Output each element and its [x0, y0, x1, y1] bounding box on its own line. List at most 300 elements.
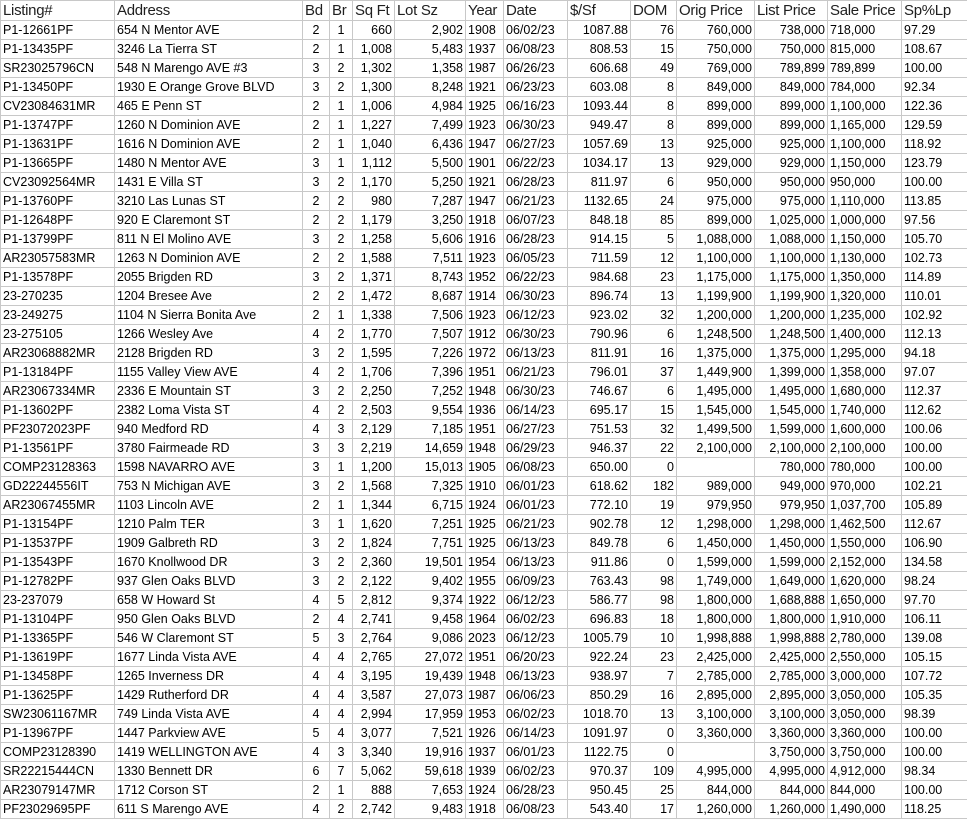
cell-sp-lp: 118.25 — [902, 800, 967, 819]
cell-date: 06/30/23 — [504, 382, 568, 401]
cell-bd: 2 — [303, 306, 330, 325]
cell-address: 749 Linda Vista AVE — [115, 705, 303, 724]
cell-sp-lp: 105.15 — [902, 648, 967, 667]
cell-bd: 3 — [303, 154, 330, 173]
cell-sp-lp: 100.00 — [902, 458, 967, 477]
cell-sale-price: 950,000 — [828, 173, 902, 192]
cell-listing: P1-12782PF — [1, 572, 115, 591]
cell-sq-ft: 2,250 — [353, 382, 395, 401]
cell-dom: 10 — [631, 629, 677, 648]
table-row — [1, 382, 967, 401]
cell-year: 1918 — [466, 211, 504, 230]
cell-sq-ft: 1,170 — [353, 173, 395, 192]
col-header-listing: Listing# — [1, 1, 115, 21]
cell-bd: 2 — [303, 116, 330, 135]
table-row — [1, 724, 967, 743]
cell-lot-sz: 8,687 — [395, 287, 466, 306]
table-row — [1, 686, 967, 705]
cell-list-price: 780,000 — [755, 458, 828, 477]
cell-year: 1951 — [466, 420, 504, 439]
cell-price-per-sf: 1087.88 — [568, 21, 631, 40]
cell-sale-price: 3,050,000 — [828, 705, 902, 724]
cell-price-per-sf: 914.15 — [568, 230, 631, 249]
cell-lot-sz: 7,507 — [395, 325, 466, 344]
table-row — [1, 477, 967, 496]
cell-orig-price: 979,950 — [677, 496, 755, 515]
cell-br: 3 — [330, 439, 353, 458]
cell-orig-price: 1,998,888 — [677, 629, 755, 648]
cell-address: 1712 Corson ST — [115, 781, 303, 800]
cell-dom: 32 — [631, 420, 677, 439]
cell-sp-lp: 98.39 — [902, 705, 967, 724]
cell-sq-ft: 1,300 — [353, 78, 395, 97]
cell-price-per-sf: 1132.65 — [568, 192, 631, 211]
cell-listing: P1-13154PF — [1, 515, 115, 534]
table-row — [1, 249, 967, 268]
cell-orig-price: 849,000 — [677, 78, 755, 97]
cell-year: 1916 — [466, 230, 504, 249]
cell-listing: PF23072023PF — [1, 420, 115, 439]
cell-orig-price: 750,000 — [677, 40, 755, 59]
cell-orig-price: 899,000 — [677, 97, 755, 116]
cell-bd: 4 — [303, 363, 330, 382]
table-row — [1, 762, 967, 781]
cell-year: 1922 — [466, 591, 504, 610]
cell-date: 06/27/23 — [504, 420, 568, 439]
table-row — [1, 230, 967, 249]
cell-sp-lp: 102.21 — [902, 477, 967, 496]
cell-list-price: 3,100,000 — [755, 705, 828, 724]
cell-year: 1924 — [466, 781, 504, 800]
cell-sp-lp: 129.59 — [902, 116, 967, 135]
cell-sq-ft: 2,741 — [353, 610, 395, 629]
cell-sale-price: 2,100,000 — [828, 439, 902, 458]
table-row — [1, 325, 967, 344]
cell-list-price: 929,000 — [755, 154, 828, 173]
cell-sale-price: 1,320,000 — [828, 287, 902, 306]
table-row — [1, 97, 967, 116]
cell-date: 06/08/23 — [504, 800, 568, 819]
cell-lot-sz: 9,086 — [395, 629, 466, 648]
cell-orig-price: 989,000 — [677, 477, 755, 496]
cell-bd: 2 — [303, 21, 330, 40]
cell-bd: 2 — [303, 97, 330, 116]
header-row — [1, 1, 967, 21]
cell-date: 06/01/23 — [504, 743, 568, 762]
cell-bd: 2 — [303, 249, 330, 268]
cell-bd: 2 — [303, 781, 330, 800]
cell-listing: P1-13561PF — [1, 439, 115, 458]
cell-orig-price: 925,000 — [677, 135, 755, 154]
cell-orig-price: 1,375,000 — [677, 344, 755, 363]
cell-sp-lp: 108.67 — [902, 40, 967, 59]
cell-bd: 6 — [303, 762, 330, 781]
cell-listing: P1-13104PF — [1, 610, 115, 629]
col-header-year: Year — [466, 1, 504, 21]
cell-listing: 23-275105 — [1, 325, 115, 344]
cell-sp-lp: 92.34 — [902, 78, 967, 97]
cell-address: 1266 Wesley Ave — [115, 325, 303, 344]
cell-orig-price: 1,088,000 — [677, 230, 755, 249]
cell-dom: 18 — [631, 610, 677, 629]
cell-sp-lp: 139.08 — [902, 629, 967, 648]
cell-orig-price: 1,449,900 — [677, 363, 755, 382]
cell-sale-price: 1,350,000 — [828, 268, 902, 287]
cell-date: 06/26/23 — [504, 59, 568, 78]
cell-date: 06/30/23 — [504, 287, 568, 306]
cell-br: 2 — [330, 572, 353, 591]
cell-price-per-sf: 711.59 — [568, 249, 631, 268]
cell-bd: 3 — [303, 344, 330, 363]
cell-bd: 3 — [303, 534, 330, 553]
cell-sp-lp: 100.00 — [902, 173, 967, 192]
cell-sale-price: 1,490,000 — [828, 800, 902, 819]
cell-price-per-sf: 938.97 — [568, 667, 631, 686]
cell-sp-lp: 122.36 — [902, 97, 967, 116]
cell-list-price: 844,000 — [755, 781, 828, 800]
cell-date: 06/29/23 — [504, 439, 568, 458]
cell-sale-price: 3,750,000 — [828, 743, 902, 762]
cell-orig-price: 899,000 — [677, 116, 755, 135]
cell-sq-ft: 3,340 — [353, 743, 395, 762]
cell-year: 1925 — [466, 534, 504, 553]
cell-orig-price: 1,260,000 — [677, 800, 755, 819]
cell-dom: 12 — [631, 515, 677, 534]
cell-bd: 3 — [303, 439, 330, 458]
cell-date: 06/02/23 — [504, 705, 568, 724]
cell-year: 1948 — [466, 439, 504, 458]
cell-orig-price: 1,749,000 — [677, 572, 755, 591]
cell-list-price: 949,000 — [755, 477, 828, 496]
cell-address: 548 N Marengo AVE #3 — [115, 59, 303, 78]
cell-sale-price: 1,680,000 — [828, 382, 902, 401]
cell-lot-sz: 8,743 — [395, 268, 466, 287]
cell-dom: 0 — [631, 458, 677, 477]
cell-address: 1480 N Mentor AVE — [115, 154, 303, 173]
cell-orig-price: 844,000 — [677, 781, 755, 800]
cell-dom: 23 — [631, 268, 677, 287]
cell-listing: AR23079147MR — [1, 781, 115, 800]
cell-address: 465 E Penn ST — [115, 97, 303, 116]
cell-sp-lp: 112.62 — [902, 401, 967, 420]
cell-price-per-sf: 984.68 — [568, 268, 631, 287]
cell-list-price: 1,298,000 — [755, 515, 828, 534]
cell-date: 06/30/23 — [504, 116, 568, 135]
cell-list-price: 1,399,000 — [755, 363, 828, 382]
col-header-address: Address — [115, 1, 303, 21]
cell-address: 1210 Palm TER — [115, 515, 303, 534]
cell-dom: 15 — [631, 40, 677, 59]
cell-list-price: 1,248,500 — [755, 325, 828, 344]
cell-listing: P1-13631PF — [1, 135, 115, 154]
cell-list-price: 1,450,000 — [755, 534, 828, 553]
cell-dom: 15 — [631, 401, 677, 420]
cell-bd: 4 — [303, 800, 330, 819]
cell-date: 06/20/23 — [504, 648, 568, 667]
cell-br: 2 — [330, 534, 353, 553]
cell-price-per-sf: 618.62 — [568, 477, 631, 496]
cell-bd: 3 — [303, 268, 330, 287]
cell-listing: P1-13184PF — [1, 363, 115, 382]
cell-sp-lp: 113.85 — [902, 192, 967, 211]
cell-dom: 8 — [631, 78, 677, 97]
cell-sq-ft: 2,129 — [353, 420, 395, 439]
cell-price-per-sf: 650.00 — [568, 458, 631, 477]
cell-list-price: 2,100,000 — [755, 439, 828, 458]
cell-sale-price: 970,000 — [828, 477, 902, 496]
cell-list-price: 750,000 — [755, 40, 828, 59]
table-row — [1, 344, 967, 363]
cell-sq-ft: 1,344 — [353, 496, 395, 515]
cell-listing: P1-13435PF — [1, 40, 115, 59]
cell-sq-ft: 1,008 — [353, 40, 395, 59]
cell-br: 3 — [330, 629, 353, 648]
cell-sp-lp: 106.11 — [902, 610, 967, 629]
cell-orig-price: 2,895,000 — [677, 686, 755, 705]
cell-sale-price: 1,295,000 — [828, 344, 902, 363]
cell-date: 06/28/23 — [504, 230, 568, 249]
cell-list-price: 1,200,000 — [755, 306, 828, 325]
cell-sp-lp: 134.58 — [902, 553, 967, 572]
cell-year: 1936 — [466, 401, 504, 420]
cell-lot-sz: 7,226 — [395, 344, 466, 363]
table-row — [1, 363, 967, 382]
cell-price-per-sf: 811.91 — [568, 344, 631, 363]
cell-sq-ft: 1,595 — [353, 344, 395, 363]
table-row — [1, 78, 967, 97]
cell-sale-price: 2,152,000 — [828, 553, 902, 572]
cell-lot-sz: 3,250 — [395, 211, 466, 230]
col-header-list-price: List Price — [755, 1, 828, 21]
cell-list-price: 2,425,000 — [755, 648, 828, 667]
cell-bd: 3 — [303, 477, 330, 496]
cell-orig-price: 1,800,000 — [677, 610, 755, 629]
cell-year: 1918 — [466, 800, 504, 819]
cell-sale-price: 3,000,000 — [828, 667, 902, 686]
cell-sp-lp: 102.92 — [902, 306, 967, 325]
cell-list-price: 1,545,000 — [755, 401, 828, 420]
cell-list-price: 925,000 — [755, 135, 828, 154]
cell-sq-ft: 1,568 — [353, 477, 395, 496]
cell-sp-lp: 110.01 — [902, 287, 967, 306]
cell-price-per-sf: 763.43 — [568, 572, 631, 591]
cell-listing: P1-12661PF — [1, 21, 115, 40]
cell-br: 2 — [330, 325, 353, 344]
cell-orig-price: 975,000 — [677, 192, 755, 211]
cell-br: 2 — [330, 363, 353, 382]
col-header-dom: DOM — [631, 1, 677, 21]
cell-address: 3246 La Tierra ST — [115, 40, 303, 59]
cell-sq-ft: 1,006 — [353, 97, 395, 116]
cell-price-per-sf: 950.45 — [568, 781, 631, 800]
cell-lot-sz: 19,916 — [395, 743, 466, 762]
cell-orig-price: 1,100,000 — [677, 249, 755, 268]
cell-br: 3 — [330, 420, 353, 439]
cell-bd: 2 — [303, 287, 330, 306]
cell-date: 06/12/23 — [504, 629, 568, 648]
cell-lot-sz: 9,374 — [395, 591, 466, 610]
cell-date: 06/13/23 — [504, 667, 568, 686]
cell-date: 06/16/23 — [504, 97, 568, 116]
cell-address: 1677 Linda Vista AVE — [115, 648, 303, 667]
cell-date: 06/02/23 — [504, 610, 568, 629]
cell-dom: 76 — [631, 21, 677, 40]
table-row — [1, 705, 967, 724]
cell-listing: P1-13450PF — [1, 78, 115, 97]
cell-sale-price: 1,100,000 — [828, 97, 902, 116]
cell-address: 658 W Howard St — [115, 591, 303, 610]
cell-year: 1954 — [466, 553, 504, 572]
cell-orig-price: 4,995,000 — [677, 762, 755, 781]
cell-listing: P1-12648PF — [1, 211, 115, 230]
cell-dom: 8 — [631, 116, 677, 135]
cell-year: 1948 — [466, 382, 504, 401]
col-header-lot-sz: Lot Sz — [395, 1, 466, 21]
col-header-price-per-sf: $/Sf — [568, 1, 631, 21]
cell-dom: 23 — [631, 648, 677, 667]
cell-bd: 3 — [303, 382, 330, 401]
cell-year: 1951 — [466, 363, 504, 382]
cell-sale-price: 718,000 — [828, 21, 902, 40]
cell-lot-sz: 7,751 — [395, 534, 466, 553]
table-row — [1, 534, 967, 553]
cell-date: 06/21/23 — [504, 192, 568, 211]
cell-sq-ft: 1,227 — [353, 116, 395, 135]
cell-bd: 4 — [303, 325, 330, 344]
cell-bd: 3 — [303, 572, 330, 591]
cell-bd: 4 — [303, 743, 330, 762]
cell-sale-price: 815,000 — [828, 40, 902, 59]
cell-address: 2128 Brigden RD — [115, 344, 303, 363]
table-row — [1, 401, 967, 420]
cell-date: 06/28/23 — [504, 173, 568, 192]
col-header-date: Date — [504, 1, 568, 21]
cell-listing: SR23025796CN — [1, 59, 115, 78]
cell-dom: 0 — [631, 743, 677, 762]
cell-orig-price: 899,000 — [677, 211, 755, 230]
cell-bd: 4 — [303, 667, 330, 686]
cell-address: 920 E Claremont ST — [115, 211, 303, 230]
cell-listing: AR23057583MR — [1, 249, 115, 268]
cell-sale-price: 2,780,000 — [828, 629, 902, 648]
table-row — [1, 591, 967, 610]
cell-br: 1 — [330, 21, 353, 40]
cell-dom: 13 — [631, 135, 677, 154]
cell-sq-ft: 1,258 — [353, 230, 395, 249]
cell-address: 1330 Bennett DR — [115, 762, 303, 781]
cell-year: 1923 — [466, 116, 504, 135]
cell-date: 06/21/23 — [504, 363, 568, 382]
cell-dom: 12 — [631, 249, 677, 268]
cell-sp-lp: 105.35 — [902, 686, 967, 705]
cell-sq-ft: 2,219 — [353, 439, 395, 458]
cell-year: 1908 — [466, 21, 504, 40]
cell-sale-price: 1,130,000 — [828, 249, 902, 268]
cell-lot-sz: 7,653 — [395, 781, 466, 800]
cell-lot-sz: 6,715 — [395, 496, 466, 515]
cell-lot-sz: 7,521 — [395, 724, 466, 743]
cell-list-price: 2,895,000 — [755, 686, 828, 705]
cell-orig-price: 1,175,000 — [677, 268, 755, 287]
cell-list-price: 4,995,000 — [755, 762, 828, 781]
cell-address: 1447 Parkview AVE — [115, 724, 303, 743]
table-row — [1, 211, 967, 230]
cell-dom: 109 — [631, 762, 677, 781]
cell-bd: 2 — [303, 192, 330, 211]
cell-sp-lp: 123.79 — [902, 154, 967, 173]
cell-price-per-sf: 848.18 — [568, 211, 631, 230]
cell-sq-ft: 1,302 — [353, 59, 395, 78]
cell-br: 1 — [330, 781, 353, 800]
cell-listing: P1-13365PF — [1, 629, 115, 648]
cell-dom: 16 — [631, 686, 677, 705]
table-row — [1, 154, 967, 173]
cell-sale-price: 1,358,000 — [828, 363, 902, 382]
cell-lot-sz: 8,248 — [395, 78, 466, 97]
cell-list-price: 3,360,000 — [755, 724, 828, 743]
cell-br: 2 — [330, 382, 353, 401]
cell-listing: SR22215444CN — [1, 762, 115, 781]
cell-lot-sz: 2,902 — [395, 21, 466, 40]
cell-list-price: 1,025,000 — [755, 211, 828, 230]
cell-list-price: 1,599,000 — [755, 420, 828, 439]
cell-listing: COMP23128363 — [1, 458, 115, 477]
table-row — [1, 515, 967, 534]
cell-br: 1 — [330, 116, 353, 135]
cell-list-price: 950,000 — [755, 173, 828, 192]
cell-orig-price: 1,545,000 — [677, 401, 755, 420]
cell-orig-price: 1,800,000 — [677, 591, 755, 610]
cell-list-price: 975,000 — [755, 192, 828, 211]
cell-address: 3780 Fairmeade RD — [115, 439, 303, 458]
cell-address: 950 Glen Oaks BLVD — [115, 610, 303, 629]
cell-listing: COMP23128390 — [1, 743, 115, 762]
cell-sale-price: 1,235,000 — [828, 306, 902, 325]
cell-list-price: 2,785,000 — [755, 667, 828, 686]
cell-date: 06/02/23 — [504, 21, 568, 40]
cell-orig-price — [677, 458, 755, 477]
cell-lot-sz: 7,287 — [395, 192, 466, 211]
cell-lot-sz: 9,402 — [395, 572, 466, 591]
cell-list-price: 789,899 — [755, 59, 828, 78]
cell-listing: P1-13602PF — [1, 401, 115, 420]
cell-year: 1921 — [466, 173, 504, 192]
cell-list-price: 899,000 — [755, 97, 828, 116]
cell-br: 4 — [330, 705, 353, 724]
cell-br: 1 — [330, 306, 353, 325]
cell-sale-price: 1,462,500 — [828, 515, 902, 534]
cell-listing: P1-13619PF — [1, 648, 115, 667]
cell-lot-sz: 6,436 — [395, 135, 466, 154]
cell-dom: 6 — [631, 173, 677, 192]
cell-sq-ft: 2,764 — [353, 629, 395, 648]
cell-br: 7 — [330, 762, 353, 781]
cell-br: 2 — [330, 59, 353, 78]
cell-bd: 2 — [303, 211, 330, 230]
cell-br: 2 — [330, 173, 353, 192]
cell-lot-sz: 17,959 — [395, 705, 466, 724]
cell-sp-lp: 100.06 — [902, 420, 967, 439]
cell-year: 2023 — [466, 629, 504, 648]
cell-address: 1265 Inverness DR — [115, 667, 303, 686]
cell-sale-price: 1,400,000 — [828, 325, 902, 344]
cell-dom: 16 — [631, 344, 677, 363]
cell-dom: 37 — [631, 363, 677, 382]
cell-dom: 19 — [631, 496, 677, 515]
table-row — [1, 610, 967, 629]
cell-br: 4 — [330, 648, 353, 667]
cell-sale-price: 780,000 — [828, 458, 902, 477]
